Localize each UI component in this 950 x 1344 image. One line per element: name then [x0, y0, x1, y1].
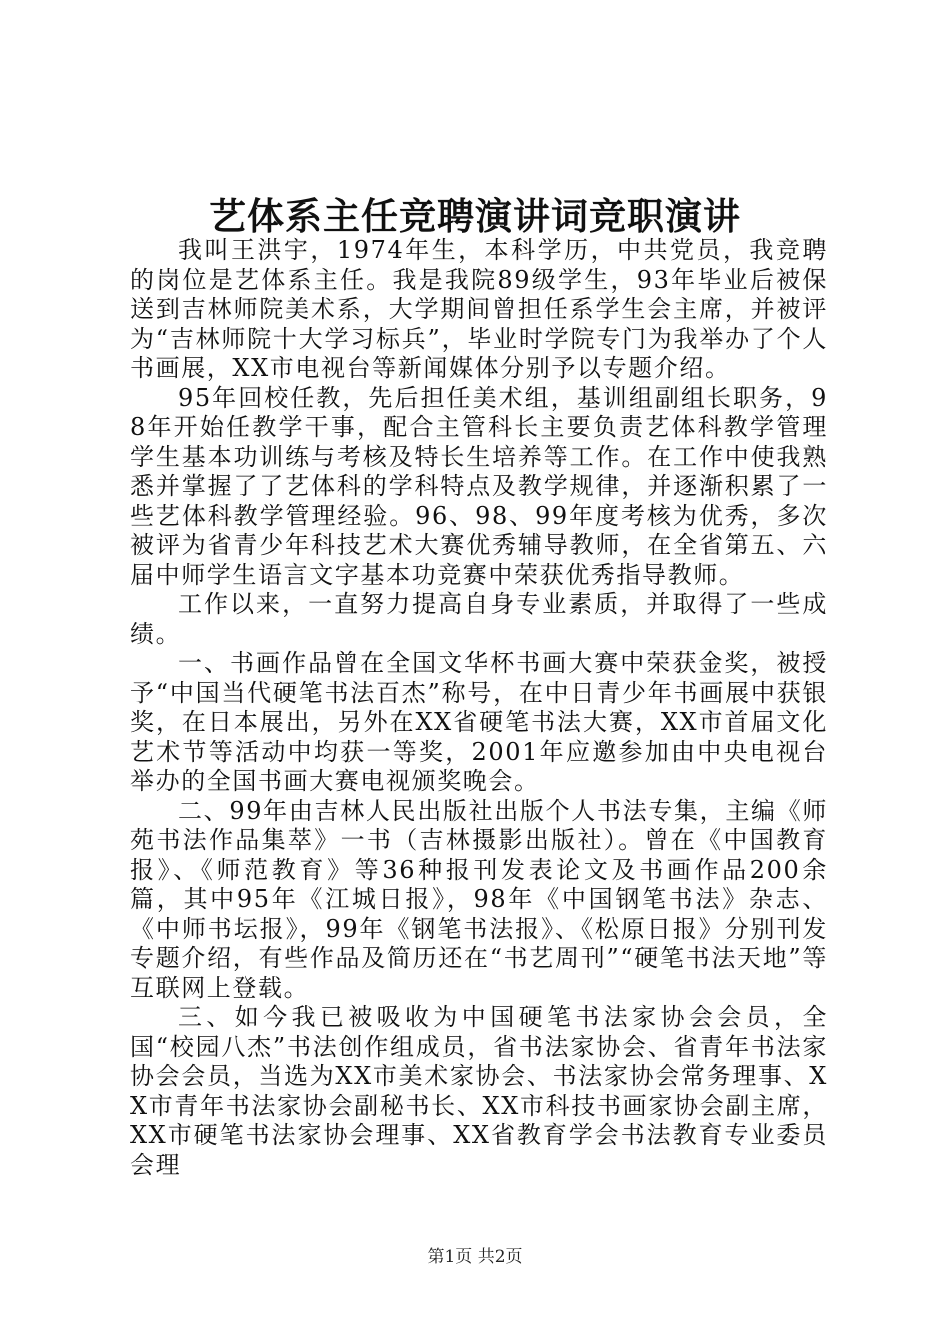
page-number-footer: 第1页 共2页	[427, 1247, 523, 1267]
paragraph-achievements-intro: 工作以来，一直努力提高自身专业素质，并取得了一些成绩。	[130, 590, 828, 648]
paragraph-achievement-2: 二、99年由吉林人民出版社出版个人书法专集，主编《师苑书法作品集萃》一书（吉林摄影出版社）。曾在《中国教育报》、《师范教育》等36种报刊发表论文及书画作品200余篇，其中95年《江城日报》，98年《中国钢笔书法》杂志、《中师书坛报》，99年《钢笔书法报》、《松原日报》分别刊发专题介绍，有些作品及简历还在“书艺周刊”“硬笔书法天地”等互联网上登载。	[130, 796, 828, 1002]
document-body	[130, 236, 828, 1180]
paragraph-work-history: 95年回校任教，先后担任美术组，基训组副组长职务，98年开始任教学干事，配合主管科长主要负责艺体科教学管理学生基本功训练与考核及特长生培养等工作。在工作中使我熟悉并掌握了了艺体科的学科特点及教学规律，并逐渐积累了一些艺体科教学管理经验。96、98、99年度考核为优秀，多次被评为省青少年科技艺术大赛优秀辅导教师，在全省第五、六届中师学生语言文字基本功竞赛中荣获优秀指导教师。	[130, 383, 828, 589]
paragraph-achievement-3: 三、如今我已被吸收为中国硬笔书法家协会会员，全国“校园八杰”书法创作组成员，省书法家协会、省青年书法家协会会员，当选为XX市美术家协会、书法家协会常务理事、XX市青年书法家协会副秘书长、XX市科技书画家协会副主席，XX市硬笔书法家协会理事、XX省教育学会书法教育专业委员会理	[130, 1003, 828, 1179]
document-title: 艺体系主任竞聘演讲词竞职演讲	[209, 194, 741, 238]
paragraph-achievement-1: 一、书画作品曾在全国文华杯书画大赛中荣获金奖，被授予“中国当代硬笔书法百杰”称号，在中日青少年书画展中获银奖，在日本展出，另外在XX省硬笔书法大赛，XX市首届文化艺术节等活动中均获一等奖，2001年应邀参加由中央电视台举办的全国书画大赛电视颁奖晚会。	[130, 649, 828, 795]
paragraph-intro: 我叫王洪宇，1974年生，本科学历，中共党员，我竞聘的岗位是艺体系主任。我是我院89级学生，93年毕业后被保送到吉林师院美术系，大学期间曾担任系学生会主席，并被评为“吉林师院十大学习标兵”，毕业时学院专门为我举办了个人书画展，XX市电视台等新闻媒体分别予以专题介绍。	[130, 236, 828, 382]
